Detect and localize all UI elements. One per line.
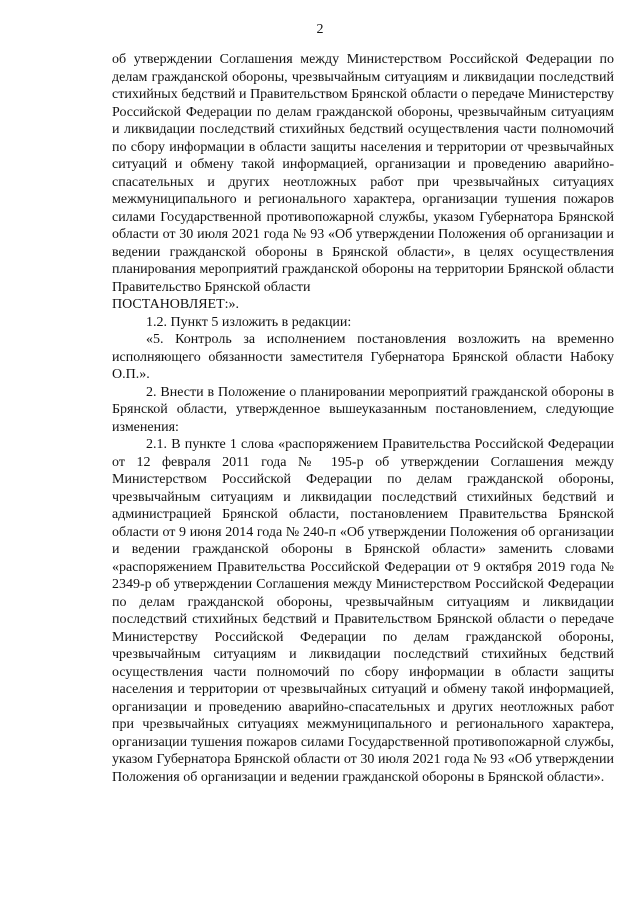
paragraph-postanovlyaet: ПОСТАНОВЛЯЕТ:». <box>112 297 240 312</box>
page-number: 2 <box>316 22 324 37</box>
paragraph-item-2: 2. Внести в Положение о планировании мероприятий гражданской обороны в Брянской области, утвержденное вышеуказанным постановлением, следующие изменения: <box>112 384 614 435</box>
document-body <box>112 51 614 786</box>
paragraph-item-2-1: 2.1. В пункте 1 слова «распоряжением Правительства Российской Федерации от 12 февраля 2011 года № 195-р об утверждении Соглашения между Министерством Российской Федерации по делам гражданской обороны, чрезвычайным ситуациям и ликвидации последствий стихийных бедствий и администрацией Брянской области, постановлением Правительства Брянской области от 9 июня 2014 года № 240-п «Об утверждении Положения об организации и ведении гражданской обороны в Брянской области» заменить словами «распоряжением Правительства Российской Федерации от 9 октября 2019 года № 2349-р об утверждении Соглашения между Министерством Российской Федерации по делам гражданской обороны, чрезвычайным ситуациям и ликвидации последствий стихийных бедствий и Правительством Брянской области о передаче Министерству Российской Федерации по делам гражданской обороны, чрезвычайным ситуациям и ликвидации последствий стихийных бедствий осуществления части полномочий по сбору информации в области защиты населения и территории от чрезвычайных ситуаций и обмену такой информацией, организации и проведению аварийно-спасательных и других неотложных работ при чрезвычайных ситуациях межмуниципального и регионального характера, организации тушения пожаров силами Государственной противопожарной службы, указом Губернатора Брянской области от 30 июля 2021 года № 93 «Об утверждении Положения об организации и ведении гражданской обороны в Брянской области». <box>112 437 614 785</box>
paragraph-resolution-basis: об утверждении Соглашения между Министерством Российской Федерации по делам гражданской обороны, чрезвычайным ситуациям и ликвидации последствий стихийных бедствий и Правительством Брянской области о передаче Министерству Российской Федерации по делам гражданской обороны, чрезвычайным ситуациям и ликвидации последствий стихийных бедствий осуществления части полномочий по сбору информации в области защиты населения и территории от чрезвычайных ситуаций и обмену такой информацией, организации и проведению аварийно-спасательных и других неотложных работ при чрезвычайных ситуациях межмуниципального и регионального характера, организации тушения пожаров силами Государственной противопожарной службы, указом Губернатора Брянской области от 30 июля 2021 года № 93 «Об утверждении Положения об организации и ведении гражданской обороны в Брянской области», в целях осуществления планирования мероприятий гражданской обороны на территории Брянской области Правительство Брянской области <box>112 52 614 295</box>
paragraph-item-5-control: «5. Контроль за исполнением постановления возложить на временно исполняющего обязанности заместителя Губернатора Брянской области Набоку О.П.». <box>112 332 614 382</box>
paragraph-item-1-2: 1.2. Пункт 5 изложить в редакции: <box>146 314 352 330</box>
